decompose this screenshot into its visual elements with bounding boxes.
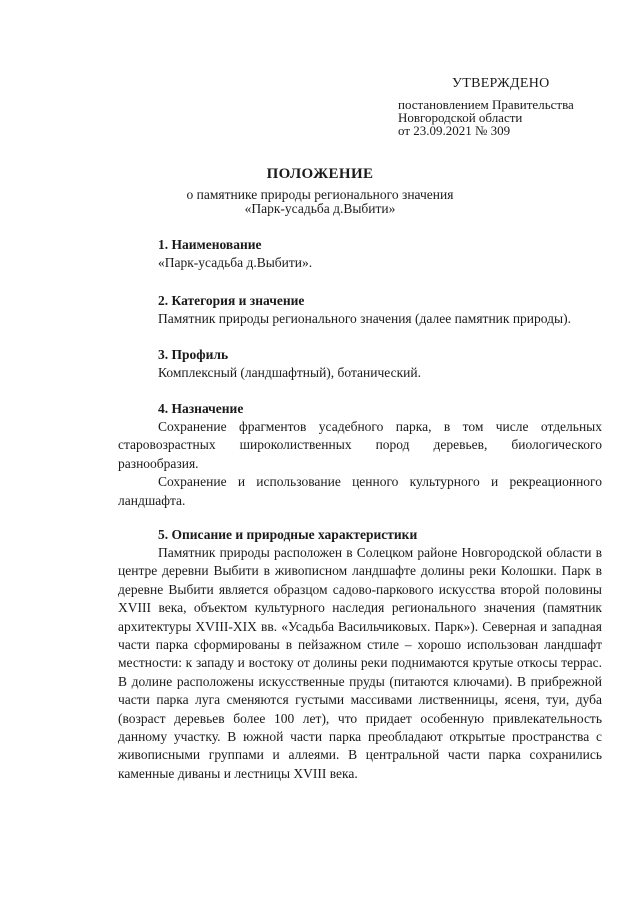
section-heading: 1. Наименование (158, 237, 262, 252)
section-profile (118, 346, 602, 382)
section-heading: 3. Профиль (158, 347, 229, 362)
section-heading: 2. Категория и значение (158, 293, 305, 308)
document-title: ПОЛОЖЕНИЕ (266, 166, 374, 182)
section-paragraph: Памятник природы расположен в Солецком районе Новгородской области в центре деревни Выбити в живописном ландшафте долины реки Колошки. Парк в деревне Выбити является образцом садово-паркового искусства второй половины XVIII века, объектом культурного наследия регионального значения (памятник архитектуры XVIII-XIX вв. «Усадьба Васильчиковых. Парк»). Северная и западная части парка сформированы в пейзажном стиле – хорошо использован ландшафт местности: к западу и востоку от долины реки поднимаются крутые откосы террас. В долине расположены искусственные пруды (питаются ключами). В прибрежной части парка луга сменяются густыми массивами лиственницы, ясеня, туи, дуба (возраст деревьев более 100 лет), что придает особенную привлекательность данному участку. В южной части парка преобладают открытые пространства с живописными группами и аллеями. В центральной части парка сохранились каменные диваны и лестницы XVIII века. (118, 545, 602, 781)
section-paragraph: «Парк-усадьба д.Выбити». (158, 255, 313, 270)
section-paragraph: Сохранение и использование ценного культурного и рекреационного ландшафта. (118, 474, 602, 508)
document-subtitle (0, 188, 640, 216)
subtitle-line-1: о памятнике природы регионального значения (186, 187, 454, 202)
section-heading: 4. Назначение (158, 401, 244, 416)
approval-line-2: Новгородской области (398, 110, 523, 125)
section-category (118, 292, 602, 328)
approval-line-1: постановлением Правительства (398, 97, 574, 112)
subtitle-line-2: «Парк-усадьба д.Выбити» (244, 201, 396, 216)
section-name (118, 236, 602, 272)
section-paragraph: Сохранение фрагментов усадебного парка, в том числе отдельных старовозрастных широколиственных пород деревьев, биологического разнообразия. (118, 419, 602, 471)
approval-line-3: от 23.09.2021 № 309 (398, 123, 511, 138)
section-description (118, 526, 602, 783)
approval-details (398, 98, 574, 137)
section-paragraph: Комплексный (ландшафтный), ботанический. (158, 365, 421, 380)
approval-stamp-title: УТВЕРЖДЕНО (452, 76, 550, 91)
section-heading: 5. Описание и природные характеристики (158, 527, 418, 542)
section-paragraph: Памятник природы регионального значения (далее памятник природы). (158, 311, 571, 326)
section-purpose (118, 400, 602, 510)
